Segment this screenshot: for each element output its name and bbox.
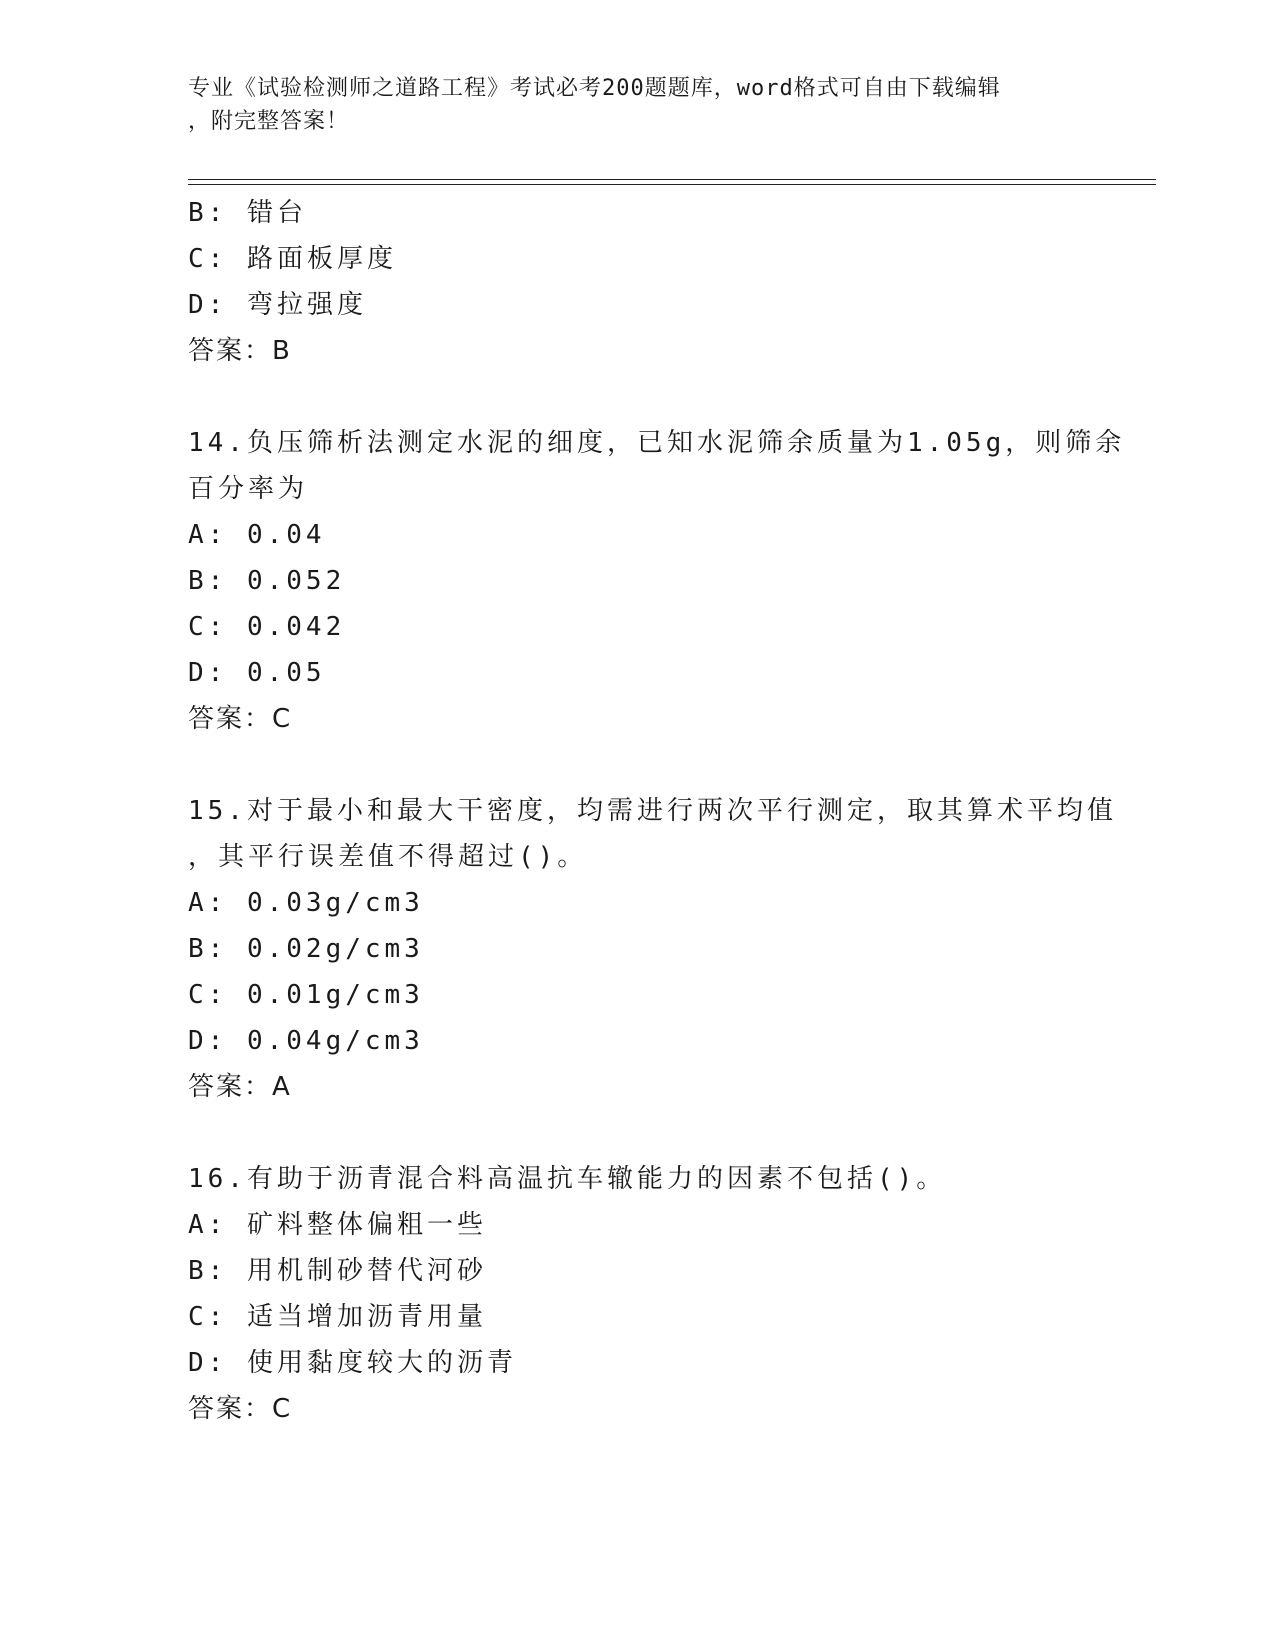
header-line-2: ，附完整答案！ — [188, 109, 350, 134]
option-d: D: 0.04g/cm3 — [188, 1026, 424, 1056]
header-line-1: 专业《试验检测师之道路工程》考试必考200题题库，word格式可自由下载编辑 — [188, 76, 1001, 101]
option-b: B: 错台 — [188, 198, 307, 228]
option-b: B: 0.052 — [188, 566, 346, 596]
question-stem: 16.有助于沥青混合料高温抗车辙能力的因素不包括()。 — [188, 1164, 947, 1194]
document-header — [188, 72, 1068, 138]
option-c: C: 适当增加沥青用量 — [188, 1302, 487, 1332]
option-c: C: 路面板厚度 — [188, 244, 397, 274]
question-stem-continued: ，其平行误差值不得超过()。 — [188, 842, 588, 872]
question-16 — [188, 1156, 1088, 1432]
option-d: D: 0.05 — [188, 658, 326, 688]
question-stem-continued: 百分率为 — [188, 474, 309, 504]
question-15 — [188, 788, 1117, 1110]
option-c: C: 0.01g/cm3 — [188, 980, 424, 1010]
question-stem: 14.负压筛析法测定水泥的细度，已知水泥筛余质量为1.05g，则筛余 — [188, 428, 1126, 458]
answer: 答案：C — [188, 1394, 293, 1424]
option-a: A: 矿料整体偏粗一些 — [188, 1210, 487, 1240]
question-stem: 15.对于最小和最大干密度，均需进行两次平行测定，取其算术平均值 — [188, 796, 1117, 826]
answer: 答案：A — [188, 1072, 292, 1102]
option-a: A: 0.04 — [188, 520, 326, 550]
answer: 答案：B — [188, 336, 292, 366]
spacer — [188, 374, 1088, 420]
spacer — [188, 1110, 1088, 1156]
option-a: A: 0.03g/cm3 — [188, 888, 424, 918]
option-d: D: 使用黏度较大的沥青 — [188, 1348, 517, 1378]
header-rule-bottom — [188, 184, 1156, 185]
header-rule-top — [188, 179, 1156, 180]
answer: 答案：C — [188, 704, 293, 734]
option-b: B: 用机制砂替代河砂 — [188, 1256, 487, 1286]
option-c: C: 0.042 — [188, 612, 346, 642]
question-14 — [188, 420, 1126, 742]
option-d: D: 弯拉强度 — [188, 290, 367, 320]
question-list — [188, 190, 1126, 1432]
option-b: B: 0.02g/cm3 — [188, 934, 424, 964]
question-13 — [188, 190, 1088, 374]
spacer — [188, 742, 1088, 788]
